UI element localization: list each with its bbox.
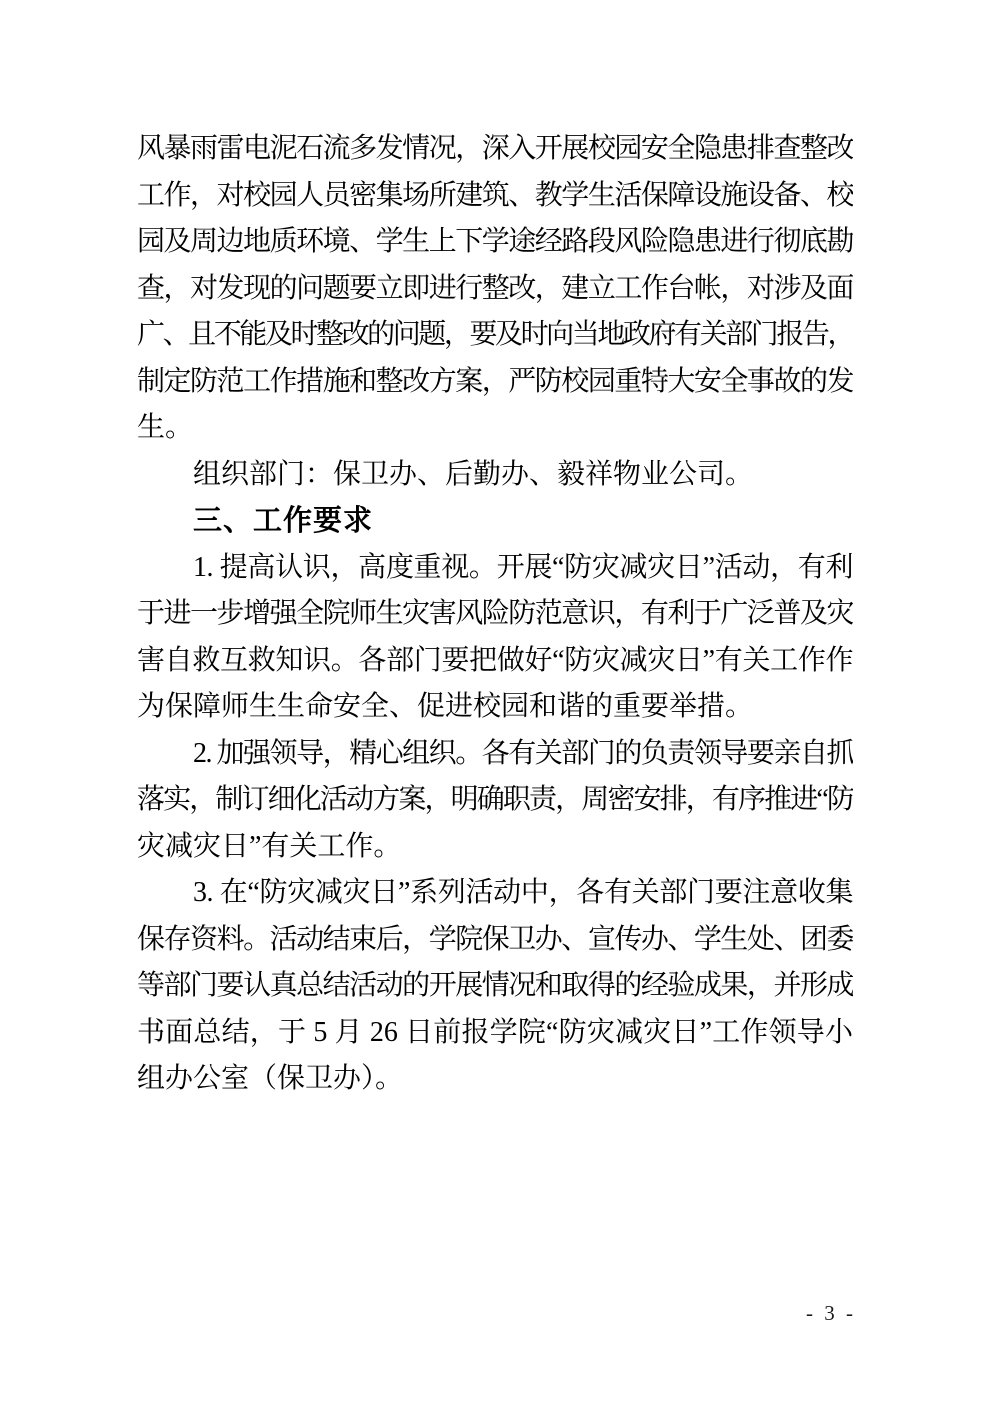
body-line: 2. 加强领导，精心组织。各有关部门的负责领导要亲自抓 <box>193 737 853 769</box>
body-line: 落实，制订细化活动方案，明确职责，周密安排，有序推进“防 <box>137 784 853 815</box>
body-line: 查，对发现的问题要立即进行整改，建立工作台帐，对涉及面 <box>137 272 853 304</box>
body-line: 3. 在“防灾减灾日”系列活动中，各有关部门要注意收集 <box>193 877 853 908</box>
page-number: - 3 - <box>806 1301 856 1325</box>
body-line: 害自救互救知识。各部门要把做好“防灾减灾日”有关工作作 <box>137 644 853 676</box>
body-line: 广、且不能及时整改的问题，要及时向当地政府有关部门报告， <box>137 319 853 350</box>
section-heading: 三、工作要求 <box>193 505 374 537</box>
body-line: 书面总结，于 5 月 26 日前报学院“防灾减灾日”工作领导小 <box>137 1016 853 1048</box>
body-line: 保存资料。活动结束后，学院保卫办、宣传办、学生处、团委 <box>137 923 853 955</box>
body-line: 灾减灾日”有关工作。 <box>137 830 402 862</box>
body-line: 1. 提高认识，高度重视。开展“防灾减灾日”活动，有利 <box>193 551 853 583</box>
organizing-departments-line: 组织部门：保卫办、后勤办、毅祥物业公司。 <box>193 458 754 490</box>
body-line: 于进一步增强全院师生灾害风险防范意识，有利于广泛普及灾 <box>137 598 853 629</box>
body-line: 等部门要认真总结活动的开展情况和取得的经验成果，并形成 <box>137 970 853 1001</box>
body-line: 为保障师生生命安全、促进校园和谐的重要举措。 <box>137 691 754 722</box>
body-line: 组办公室（保卫办）。 <box>137 1063 404 1094</box>
body-line: 生。 <box>137 412 194 443</box>
body-line: 工作，对校园人员密集场所建筑、教学生活保障设施设备、校 <box>137 179 853 211</box>
document-body <box>137 126 853 1103</box>
body-line: 园及周边地质环境、学生上下学途经路段风险隐患进行彻底勘 <box>137 226 853 257</box>
body-line: 制定防范工作措施和整改方案，严防校园重特大安全事故的发 <box>137 365 853 397</box>
body-line: 风暴雨雷电泥石流多发情况，深入开展校园安全隐患排查整改 <box>137 133 853 164</box>
